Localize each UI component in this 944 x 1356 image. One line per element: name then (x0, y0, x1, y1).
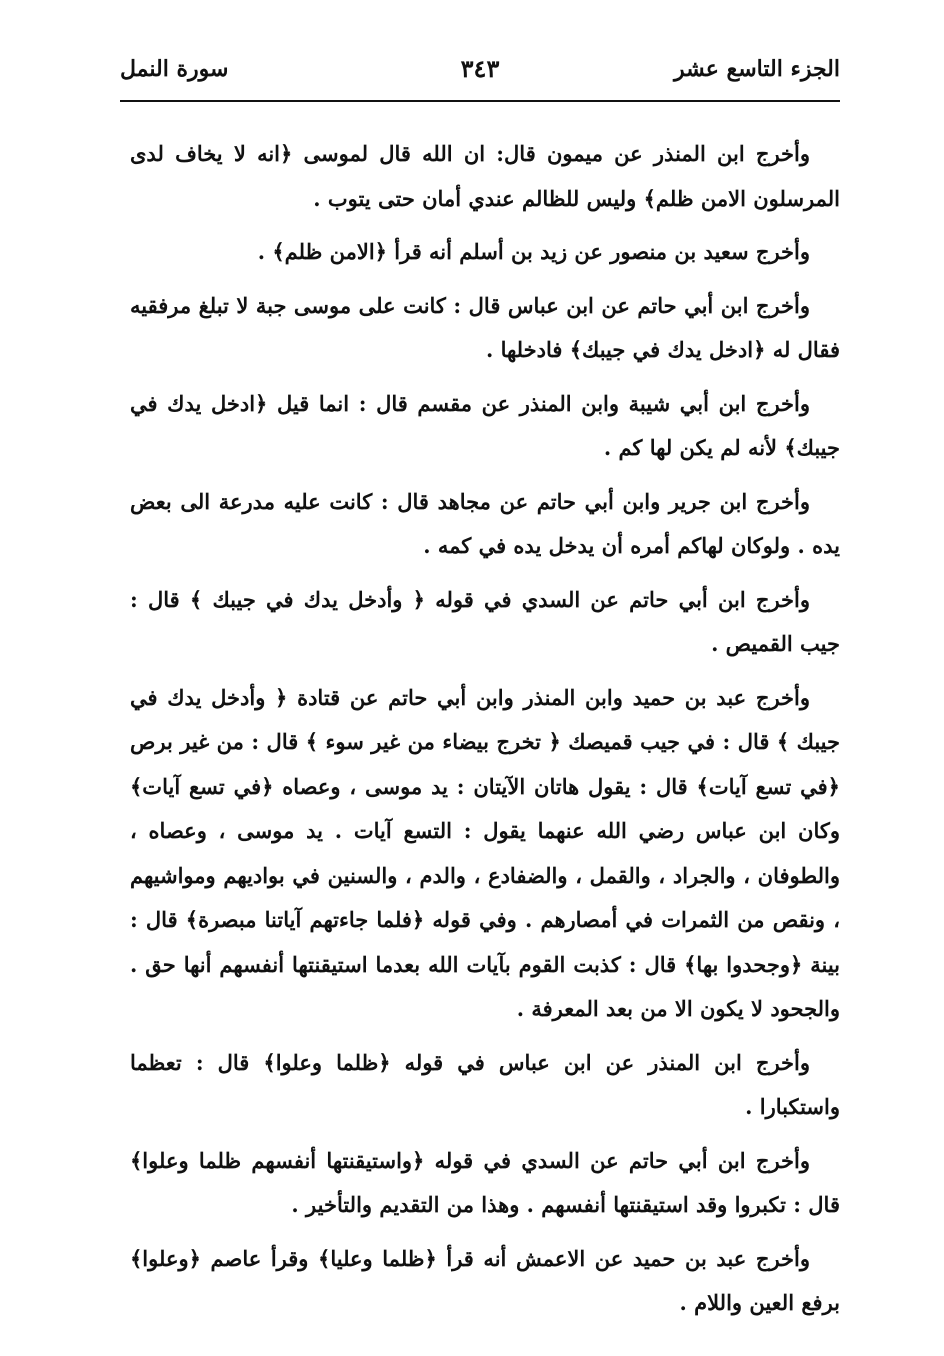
paragraph: وأخرج عبد بن حميد عن الاعمش أنه قرأ ﴿ظلما وعليا﴾ وقرأ عاصم ﴿وعلوا﴾ برفع العين واللام . (130, 1245, 840, 1315)
paragraph: وأخرج ابن أبي حاتم عن السدي في قوله ﴿ وأدخل يدك في جيبك ﴾ قال : جيب القميص . (130, 586, 840, 656)
paragraph: وأخرج ابن أبي حاتم عن ابن عباس قال : كانت على موسى جبة لا تبلغ مرفقيه فقال له ﴿ادخل يدك في جيبك﴾ فادخلها . (130, 292, 840, 362)
paragraph: وأخرج ابن المنذر عن ميمون قال: ان الله قال لموسى ﴿انه لا يخاف لدى المرسلون الامن ظلم﴾ وليس للظالم عندي أمان حتى يتوب . (130, 141, 840, 211)
page-number: ٣٤٣ (460, 54, 500, 83)
paragraph: وأخرج سعيد بن منصور عن زيد بن أسلم أنه قرأ ﴿الامن ظلم﴾ . (257, 239, 810, 264)
paragraph: وأخرج عبد بن حميد وابن المنذر وابن أبي حاتم عن قتادة ﴿ وأدخل يدك في جيبك ﴾ قال : في جيب قميصك ﴿ تخرج بيضاء من غير سوء ﴾ قال : من غير برص ﴿في تسع آيات﴾ قال : يقول هاتان الآيتان : يد موسى ، وعصاه ﴿في تسع آيات﴾ وكان ابن عباس رضي الله عنهما يقول : التسع آيات . يد موسى ، وعصاه ، والطوفان ، والجراد ، والقمل ، والضفادع ، والدم ، والسنين في بواديهم ومواشيهم ، ونقص من الثمرات في أمصارهم . وفي قوله ﴿فلما جاءتهم آياتنا مبصرة﴾ قال : بينة ﴿وجحدوا بها﴾ قال : كذبت القوم بآيات الله بعدما استيقنتها أنفسهم أنها حق . والجحود لا يكون الا من بعد المعرفة . (130, 684, 840, 1021)
page-body (130, 132, 840, 1335)
paragraph: وأخرج ابن جرير وابن أبي حاتم عن مجاهد قال : كانت عليه مدرعة الى بعض يده . ولوكان لهاكم أمره أن يدخل يده في كمه . (130, 488, 840, 558)
paragraph: وأخرج ابن أبي حاتم عن السدي في قوله ﴿واستيقنتها أنفسهم ظلما وعلوا﴾ قال : تكبروا وقد استيقنتها أنفسهم . وهذا من التقديم والتأخير . (130, 1147, 840, 1217)
surah-title: سورة النمل (120, 56, 229, 82)
running-header (120, 52, 840, 96)
paragraph: وأخرج ابن المنذر عن ابن عباس في قوله ﴿ظلما وعلوا﴾ قال : تعظما واستكبارا . (130, 1049, 840, 1119)
paragraph: وأخرج ابن أبي شيبة وابن المنذر عن مقسم قال : انما قيل ﴿ادخل يدك في جيبك﴾ لأنه لم يكن لها كم . (130, 390, 840, 460)
header-divider (120, 100, 840, 102)
part-title: الجزء التاسع عشر (673, 56, 840, 82)
